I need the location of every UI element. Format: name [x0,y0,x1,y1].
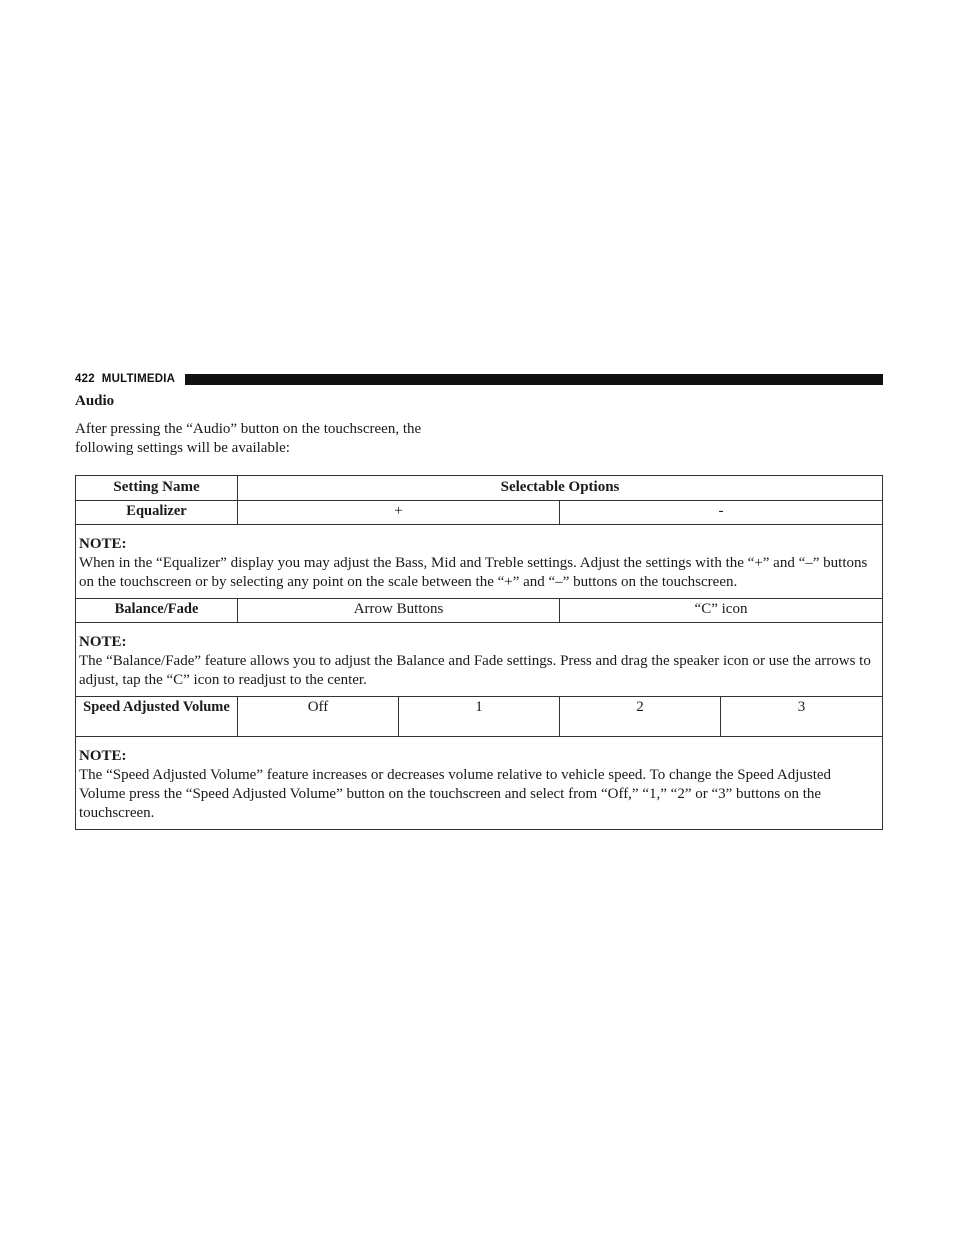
note-text-balance-fade: The “Balance/Fade” feature allows you to adjust the Balance and Fade settings. Press and drag the speaker icon or use the arrows to adjust, tap the “C” icon to readjust to the center. [79,653,871,688]
table-note-row-speed-adjusted-volume [76,737,883,830]
column-header-selectable-options: Selectable Options [238,476,883,501]
note-label: NOTE: [79,536,127,552]
table-row-equalizer [76,501,883,525]
option-2: 2 [560,697,721,737]
intro-paragraph: After pressing the “Audio” button on the touchscreen, the following settings will be available: [75,421,422,456]
note-text-equalizer: When in the “Equalizer” display you may adjust the Bass, Mid and Treble settings. Adjust the settings with the “+” and “–” buttons on the touchscreen or by selecting any point on the scale between the “+” and “–” buttons on the touchscreen. [79,555,868,590]
option-c-icon: “C” icon [560,599,883,623]
option-arrow-buttons: Arrow Buttons [238,599,560,623]
setting-name-balance-fade: Balance/Fade [76,599,238,623]
option-3: 3 [721,697,883,737]
table-header-row [76,476,883,501]
option-1: 1 [399,697,560,737]
table-row-balance-fade [76,599,883,623]
note-label: NOTE: [79,748,127,764]
setting-name-equalizer: Equalizer [76,501,238,525]
page-header [75,371,883,387]
table-note-row-equalizer [76,525,883,599]
audio-settings-table [75,475,883,830]
note-cell-speed-adjusted-volume [76,737,883,830]
note-cell-equalizer [76,525,883,599]
option-off: Off [238,697,399,737]
table-row-speed-adjusted-volume [76,697,883,737]
section-name: MULTIMEDIA [101,373,176,385]
option-minus: - [560,501,883,525]
header-rule [185,374,883,385]
column-header-setting-name: Setting Name [76,476,238,501]
note-cell-balance-fade [76,623,883,697]
option-plus: + [238,501,560,525]
table-note-row-balance-fade [76,623,883,697]
note-text-speed-adjusted-volume: The “Speed Adjusted Volume” feature increases or decreases volume relative to vehicle speed. To change the Speed Adjusted Volume press the “Speed Adjusted Volume” button on the touchscreen and select from “Off,” “1,” “2” or “3” buttons on the touchscreen. [79,767,832,821]
setting-name-speed-adjusted-volume: Speed Adjusted Volume [76,697,238,737]
note-label: NOTE: [79,634,127,650]
page-number: 422 [75,373,95,385]
section-title: Audio [75,393,115,409]
